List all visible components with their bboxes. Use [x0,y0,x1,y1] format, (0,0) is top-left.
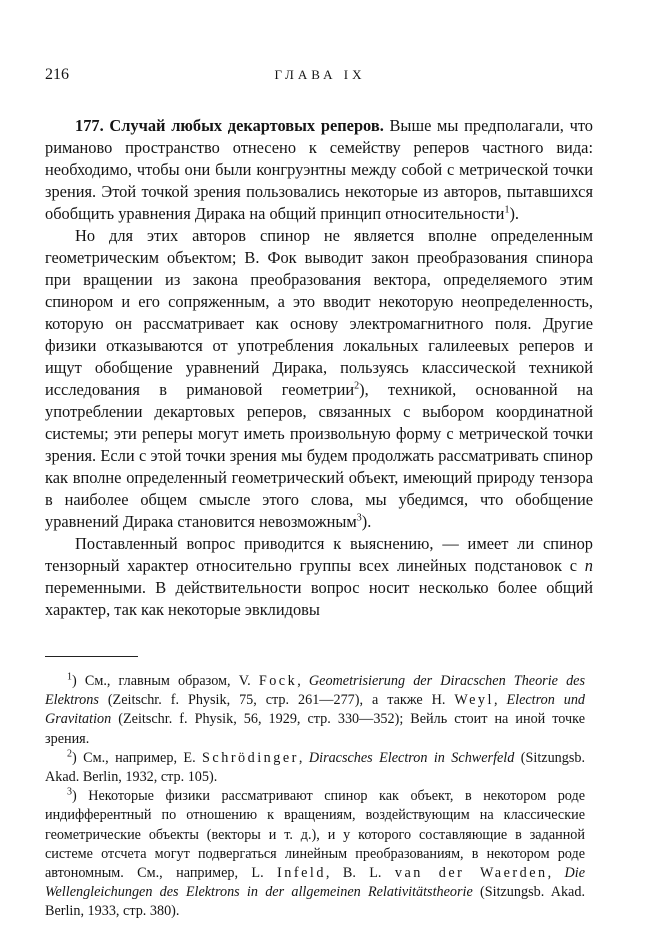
cited-title: Diracsches Electron in Schwerfeld [308,749,515,766]
footnote-text: , B. L. [325,865,382,882]
footnote-text: См., главным образом, V. [84,673,251,689]
footnote-text: (Zeitschr. f. Physik, 75, стр. 261—277), а также H. [107,692,446,709]
paragraph-text: Выше мы предполагали, что риманово пространство отнесено к семейству реперов частного вида: необходимо, чтобы они были конгруэнтны между собой с метрической точки зрения. Этой точкой зрения пользовались некоторые из авторов, пытавшихся обобщить уравнения Дирака на общий принцип относительности [45,116,593,223]
paragraph-1 [45,115,593,225]
paragraph-text: Поставленный вопрос приводится к выяснению, — имеет ли спинор тензорный характер относительно группы всех линейных подстановок с [45,534,593,575]
footnote-text: (Sitzungsb. Akad. Berlin, 1932, стр. 105). [45,749,586,786]
footnote-text: (Zeitschr. f. Physik, 56, 1929, стр. 330—352); Вейль стоит на иной точке зрения. [45,711,586,747]
footnote-1: $^1$) См., главным образом, V. Fock, Geometrisierung der Diracschen Theorie des Elektrons (Zeitschr. f. Physik, 75, стр. 261—277), а также H. Weyl, Electron und Gravitation (Zeitschr. f. Physik, 56, 1929, стр. 330—352); Вейль стоит на иной точке зрения. [45,671,586,747]
cited-title: Electron und Gravitation [45,692,586,728]
author-name: Infeld [277,865,326,882]
footnote-mark: 2 [67,748,72,760]
paragraph-text-end: ). [509,204,520,223]
footnote-2: $^2$) См., например, E. Schrödinger, Diracsches Electron in Schwerfeld (Sitzungsb. Akad. Berlin, 1932, стр. 105). [45,748,586,786]
footnote-3: $^3$) Некоторые физики рассматривают спинор как объект, в некотором роде индифферентный по отношению к вращениям, воздействующим на классические геометрические объекты (векторы и т. д.), и у которого составляющие в заданной системе отсчета могут подвергаться линейным преобразованиям, в некотором роде автономным. См., например, L. Infeld, B. L. van der Waerden, Die Wellengleichungen des Elektrons in der allgemeinen Relativitätstheorie (Sitzungsb. Akad. Berlin, 1933, стр. 380). [45,786,586,920]
main-text [45,115,593,621]
paragraph-text-end: ). [361,512,372,531]
section-title: Случай любых декартовых реперов. [109,116,384,135]
author-name: Weyl [454,692,494,709]
cited-title: Die Wellengleichungen des Elektrons in der allgemeinen Relativitätstheorie [45,865,586,901]
author-name: Schrödinger [202,749,299,766]
paragraph-text: Но для этих авторов спинор не является вполне определенным геометрическим объектом; В. Фок выводит закон преобразования спинора при вращении из закона преобразования вектора, определяемого этим спинором и его сопряженным, а это вводит некоторую неопределенность, которую он рассматривает как основу электромагнитного поля. Другие физики отказываются от употребления локальных галилеевых реперов и ищут обобщение уравнений Дирака, пользуясь классической техникой исследования в римановой геометрии [45,226,593,399]
footnote-mark: 3 [67,786,72,798]
page-header [45,66,595,90]
variable-n: n [584,556,593,575]
section-number: 177. [75,116,104,135]
cited-title: Geometrisierung der Diracschen Theorie des Elektrons [45,673,586,709]
running-head: ГЛАВА IX [274,67,366,82]
paragraph-3 [45,533,593,621]
footnote-text: Некоторые физики рассматривают спинор как объект, в некотором роде индифферентный по отношению к вращениям, воздействующим на классические геометрические объекты (векторы и т. д.), и у которого составляющие в заданной системе отсчета могут подвергаться линейным преобразованиям, в некотором роде автономным. См., например, L. [45,788,585,882]
footnote-text: (Sitzungsb. Akad. Berlin, 1933, стр. 380). [45,884,585,920]
footnote-text: См., например, E. [83,749,196,766]
footnote-ref-3: 3 [356,512,362,524]
paragraph-2 [45,225,593,533]
footnote-ref-1: 1 [504,204,510,216]
footnote-text: , [547,865,552,882]
footnotes [45,672,585,922]
paragraph-text: ), техникой, основанной на употреблении декартовых реперов, связанных с выбором координатной системы; эти реперы могут иметь произвольную форму с метрической точки зрения. Если с этой точки зрения мы будем продолжать рассматривать спинор как вполне определенный геометрический объект, имеющий природу тензора в наиболее общем смысле этого слова, мы убедимся, что обобщение уравнений Дирака становится невозможным [45,380,593,531]
author-name: van der Waerden [394,865,548,882]
page-number: 216 [45,66,69,83]
author-name: Fock [258,673,298,689]
paragraph-text: переменными. В действительности вопрос носит несколько более общий характер, так как некоторые эвклидовы [45,578,593,619]
footnote-ref-2: 2 [354,380,360,392]
footnote-mark: 1 [67,671,72,683]
footnote-divider [45,656,138,657]
